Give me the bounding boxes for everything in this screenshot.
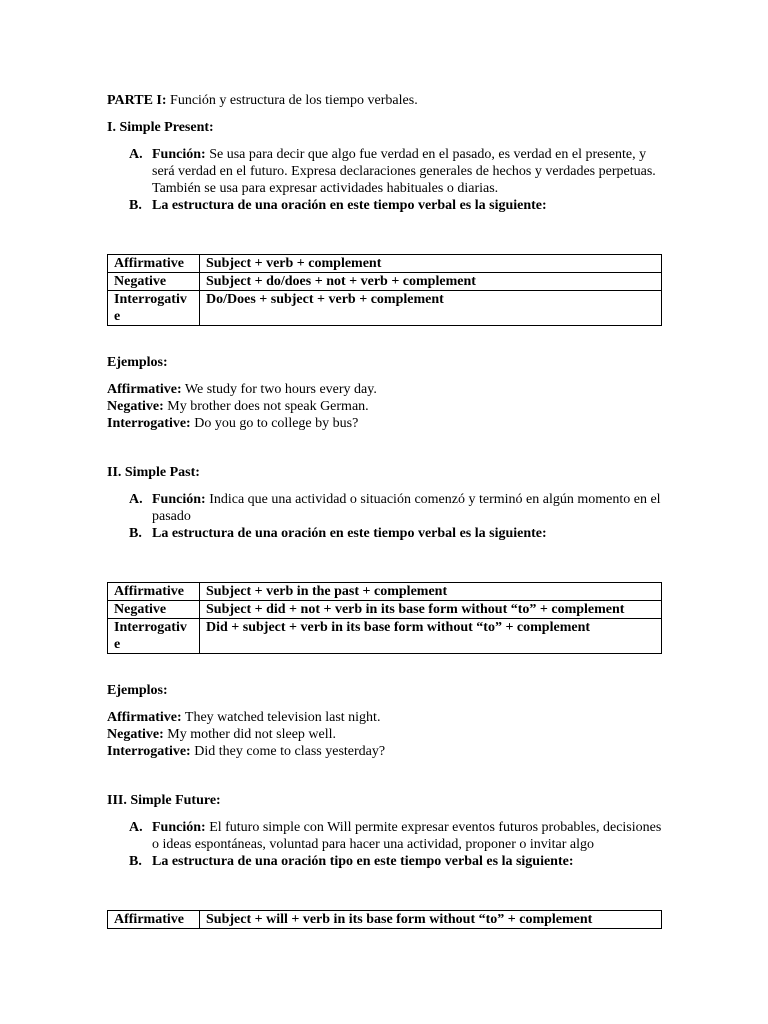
example-label: Negative:: [107, 399, 164, 414]
table-row: [108, 583, 662, 601]
example-text: We study for two hours every day.: [181, 382, 377, 397]
example-text: Do you go to college by bus?: [190, 416, 359, 431]
function-text: El futuro simple con Will permite expresar eventos futuros probables, decisiones o ideas espontáneas, voluntad para hacer una actividad, proponer o invitar algo: [152, 820, 662, 852]
function-label: Función:: [152, 820, 206, 835]
table-row: [108, 911, 662, 929]
example-negative: [107, 726, 662, 743]
section-future-list: [107, 819, 662, 870]
list-marker: A.: [129, 147, 143, 162]
structure-table-future: [107, 910, 662, 929]
list-item-function: [107, 146, 662, 197]
structure-text: La estructura de una oración tipo en este tiempo verbal es la siguiente:: [152, 854, 574, 869]
section-heading-past: [107, 464, 662, 481]
structure-table-past: [107, 582, 662, 654]
structure-text: La estructura de una oración en este tiempo verbal es la siguiente:: [152, 198, 547, 213]
table-cell-type: Negative: [108, 273, 200, 291]
table-cell-formula: Subject + verb + complement: [200, 255, 662, 273]
example-negative: [107, 398, 662, 415]
part-text: Función y estructura de los tiempo verbales.: [166, 93, 418, 108]
list-item-function: [107, 491, 662, 525]
example-text: They watched television last night.: [181, 710, 381, 725]
example-label: Negative:: [107, 727, 164, 742]
structure-text: La estructura de una oración en este tiempo verbal es la siguiente:: [152, 526, 547, 541]
spacer: [107, 542, 662, 582]
example-interrogative: [107, 415, 662, 432]
example-text: My mother did not sleep well.: [163, 727, 337, 742]
example-label: Affirmative:: [107, 382, 182, 397]
list-item-structure: [107, 525, 662, 542]
part-title: [107, 92, 662, 109]
section-heading-text: I. Simple Present:: [107, 120, 214, 135]
part-label: PARTE I:: [107, 93, 167, 108]
examples-heading: Ejemplos:: [107, 355, 168, 370]
examples-present: [107, 381, 662, 432]
spacer: [107, 432, 662, 464]
list-item-function: [107, 819, 662, 853]
list-item-structure: [107, 853, 662, 870]
section-past-list: [107, 491, 662, 542]
function-label: Función:: [152, 492, 206, 507]
spacer: [107, 870, 662, 910]
list-marker: B.: [129, 526, 142, 541]
table-cell-formula: Do/Does + subject + verb + complement: [200, 291, 662, 326]
example-text: Did they come to class yesterday?: [190, 744, 386, 759]
function-text: Indica que una actividad o situación comenzó y terminó en algún momento en el pasado: [152, 492, 661, 524]
example-label: Interrogative:: [107, 416, 191, 431]
function-text: Se usa para decir que algo fue verdad en el pasado, es verdad en el presente, y será verdad en el futuro. Expresa declaraciones generales de hechos y verdades perpetuas. También se usa para expresar actividades habituales o diarias.: [152, 147, 656, 196]
section-present-list: [107, 146, 662, 214]
spacer: [107, 214, 662, 254]
example-interrogative: [107, 743, 662, 760]
table-cell-formula: Subject + do/does + not + verb + complement: [200, 273, 662, 291]
table-cell-type: Affirmative: [108, 583, 200, 601]
examples-past: [107, 709, 662, 760]
list-marker: B.: [129, 198, 142, 213]
function-label: Función:: [152, 147, 206, 162]
section-heading-present: [107, 119, 662, 136]
examples-heading: Ejemplos:: [107, 683, 168, 698]
table-cell-type: Affirmative: [108, 911, 200, 929]
table-cell-formula: Subject + did + not + verb in its base form without “to” + complement: [200, 601, 662, 619]
table-cell-type: Affirmative: [108, 255, 200, 273]
spacer: [107, 654, 662, 682]
structure-table-present: [107, 254, 662, 326]
table-cell-type: Interrogative: [108, 619, 200, 654]
table-row: [108, 291, 662, 326]
section-heading-future: [107, 792, 662, 809]
example-affirmative: [107, 709, 662, 726]
document-page: [107, 92, 662, 929]
spacer: [107, 326, 662, 354]
spacer: [107, 760, 662, 792]
section-heading-text: III. Simple Future:: [107, 793, 221, 808]
table-cell-formula: Subject + verb in the past + complement: [200, 583, 662, 601]
example-label: Affirmative:: [107, 710, 182, 725]
table-cell-formula: Subject + will + verb in its base form without “to” + complement: [200, 911, 662, 929]
list-marker: A.: [129, 492, 143, 507]
section-heading-text: II. Simple Past:: [107, 465, 200, 480]
example-label: Interrogative:: [107, 744, 191, 759]
table-cell-formula: Did + subject + verb in its base form without “to” + complement: [200, 619, 662, 654]
list-item-structure: [107, 197, 662, 214]
table-cell-type: Negative: [108, 601, 200, 619]
table-row: [108, 619, 662, 654]
table-cell-type: Interrogative: [108, 291, 200, 326]
list-marker: A.: [129, 820, 143, 835]
example-affirmative: [107, 381, 662, 398]
list-marker: B.: [129, 854, 142, 869]
table-row: [108, 601, 662, 619]
table-row: [108, 255, 662, 273]
example-text: My brother does not speak German.: [163, 399, 369, 414]
table-row: [108, 273, 662, 291]
